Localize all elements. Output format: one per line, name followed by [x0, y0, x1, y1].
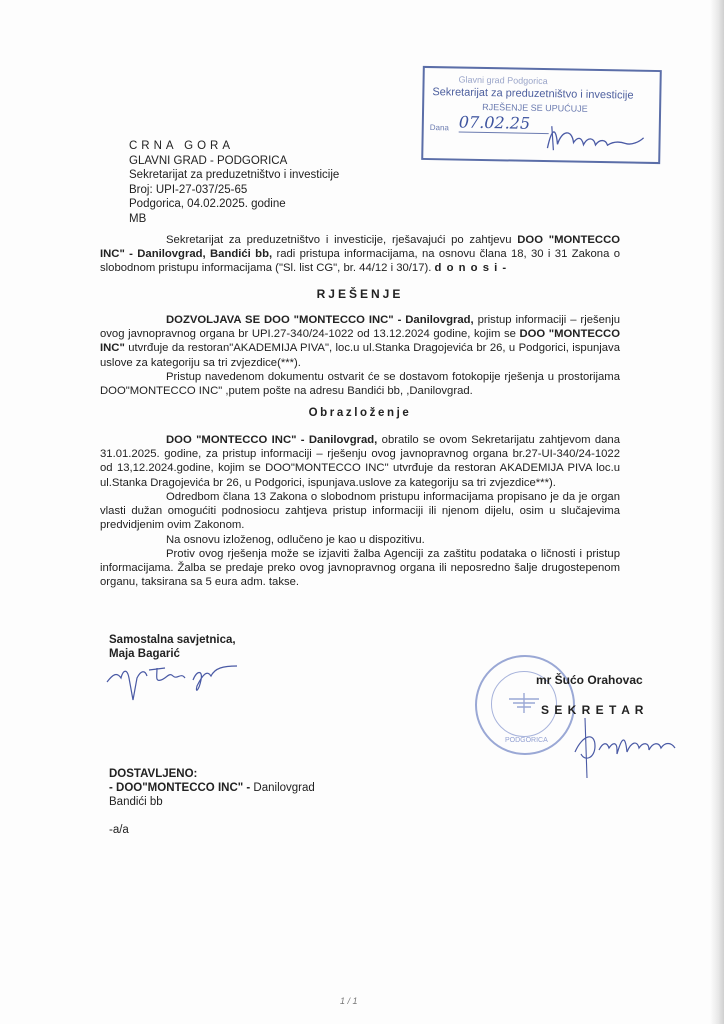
received-stamp: [421, 66, 662, 164]
stamp-dana-label: Dana: [429, 123, 449, 133]
left-signatory-title: Samostalna savjetnica,: [109, 634, 236, 646]
department-name: Sekretarijat za preduzetništvo i investicije: [129, 169, 340, 182]
intro-text-before: Sekretarijat za preduzetništvo i investicije, rješavajući po zahtjevu: [166, 234, 518, 246]
scan-edge-shadow: [710, 0, 724, 1024]
decision-text-1: pristup informaciji – rješenju ovog javnopravnog organa br UPI.27-340/24-1022 od 13.12.2024 godine, kojim se: [100, 314, 620, 341]
reasoning-paragraph-2: Odredbom člana 13 Zakona o slobodnom pristupu informacijama propisano je da je organ vlasti dužan omogućiti podnosiocu zahtjeva pristup informaciji ili njenom dijelu, osim u slučajevima predvidjenim ovim Zakonom.: [100, 491, 620, 532]
stamp-line-1: Glavni grad Podgorica: [458, 74, 548, 87]
intro-text-after: radi pristupa informacijama, na osnovu člana 18, 30 i 31 Zakona o slobodnom pristupu informacijama ("Sl. list CG", br. 44/12 i 30/17).: [100, 248, 620, 275]
document-number: Broj: UPI-27-037/25-65: [129, 183, 248, 196]
left-signature: [103, 660, 243, 705]
stamp-line-3: RJEŠENJE SE UPUĆUJE: [482, 101, 588, 114]
reasoning-paragraph-4: Protiv ovog rješenja može se izjaviti žalba Agenciji za zaštitu podataka o ličnosti i pristup informacijama. Žalba se predaje preko ovog javnopravnog organa ili neposredno šalje drugostepenom organu, taksirana sa 5 eura adm. takse.: [100, 548, 620, 589]
seal-city: PODGORICA: [505, 737, 548, 744]
recipient-city: Danilovgrad: [250, 782, 315, 794]
right-signatory-name: mr Šućo Orahovac: [536, 673, 643, 687]
recipient-name: - DOO"MONTECCO INC" -: [109, 782, 251, 794]
stamp-handwritten-date: 07.02.25: [459, 113, 549, 135]
left-signatory: [109, 633, 236, 661]
intro-party: DOO "MONTECCO INC" - Danilovgrad, Bandići bb,: [100, 234, 621, 261]
recipient-address: Bandići bb: [109, 796, 163, 808]
donosi: d o n o s i -: [434, 262, 508, 275]
right-signatory-title: S E K R E T A R: [541, 703, 645, 717]
reasoning-paragraph-1: [100, 433, 620, 490]
delivered-block: [109, 767, 315, 837]
intro-paragraph: [100, 233, 620, 276]
decision-bold-party: DOO "MONTECCO INC": [100, 328, 621, 355]
document-header: [129, 139, 339, 227]
seal-emblem-icon: [507, 691, 541, 715]
initials: MB: [129, 212, 147, 225]
decision-bold-start: DOZVOLJAVA SE DOO "MONTECCO INC" - Danilovgrad,: [166, 314, 474, 326]
right-signature: [555, 712, 685, 782]
decision-text-2: utvrđuje da restoran"AKADEMIJA PIVA", loc.u ul.Stanka Dragojevića br 26, u Podgorici, ispunjava uslove za kategoriju sa tri zvjezdice(***).: [100, 342, 620, 369]
access-paragraph: Pristup navedenom dokumentu ostvarit će se dostavom fotokopije rješenja u prostorijama DOO"MONTECCO INC" ,putem pošte na adresu Bandići bb, ,Danilovgrad.: [100, 371, 620, 398]
reasoning-title: Obrazloženje: [308, 407, 412, 419]
reasoning-paragraph-3: Na osnovu izloženog, odlučeno je kao u dispozitivu.: [166, 534, 425, 546]
decision-title: RJEŠENJE: [316, 287, 404, 301]
reasoning-bold-start: DOO "MONTECCO INC" - Danilovgrad,: [166, 434, 378, 446]
place-date: Podgorica, 04.02.2025. godine: [129, 198, 286, 211]
decision-paragraph: [100, 313, 620, 370]
stamp-line-2: Sekretarijat za preduzetništvo i investicije: [432, 86, 634, 102]
page-number: 1 / 1: [340, 996, 358, 1006]
country-name: CRNA GORA: [129, 140, 235, 152]
left-signatory-name: Maja Bagarić: [109, 648, 180, 660]
city-name: GLAVNI GRAD - PODGORICA: [129, 154, 288, 167]
delivered-recipient: [109, 781, 315, 795]
delivered-label: DOSTAVLJENO:: [109, 768, 198, 780]
archive-note: -a/a: [109, 824, 129, 836]
stamp-signature: [543, 122, 649, 158]
reasoning-text-1: obratilo se ovom Sekretarijatu zahtjevom dana 31.01.2025. godine, za pristup informaciji – rješenju ovog javnopravnog organa br.27-UI-340/24-1022 od 13,12.2024.godine, kojim se DOO"MONTECCO INC" utvrđuje da restoran AKADEMIJA PIVA loc.u ul.Stanka Dragojevića br 26, u Podgorici, ispunjava.uslove za kategoriju sa tri zvjezdice***).: [100, 434, 620, 489]
